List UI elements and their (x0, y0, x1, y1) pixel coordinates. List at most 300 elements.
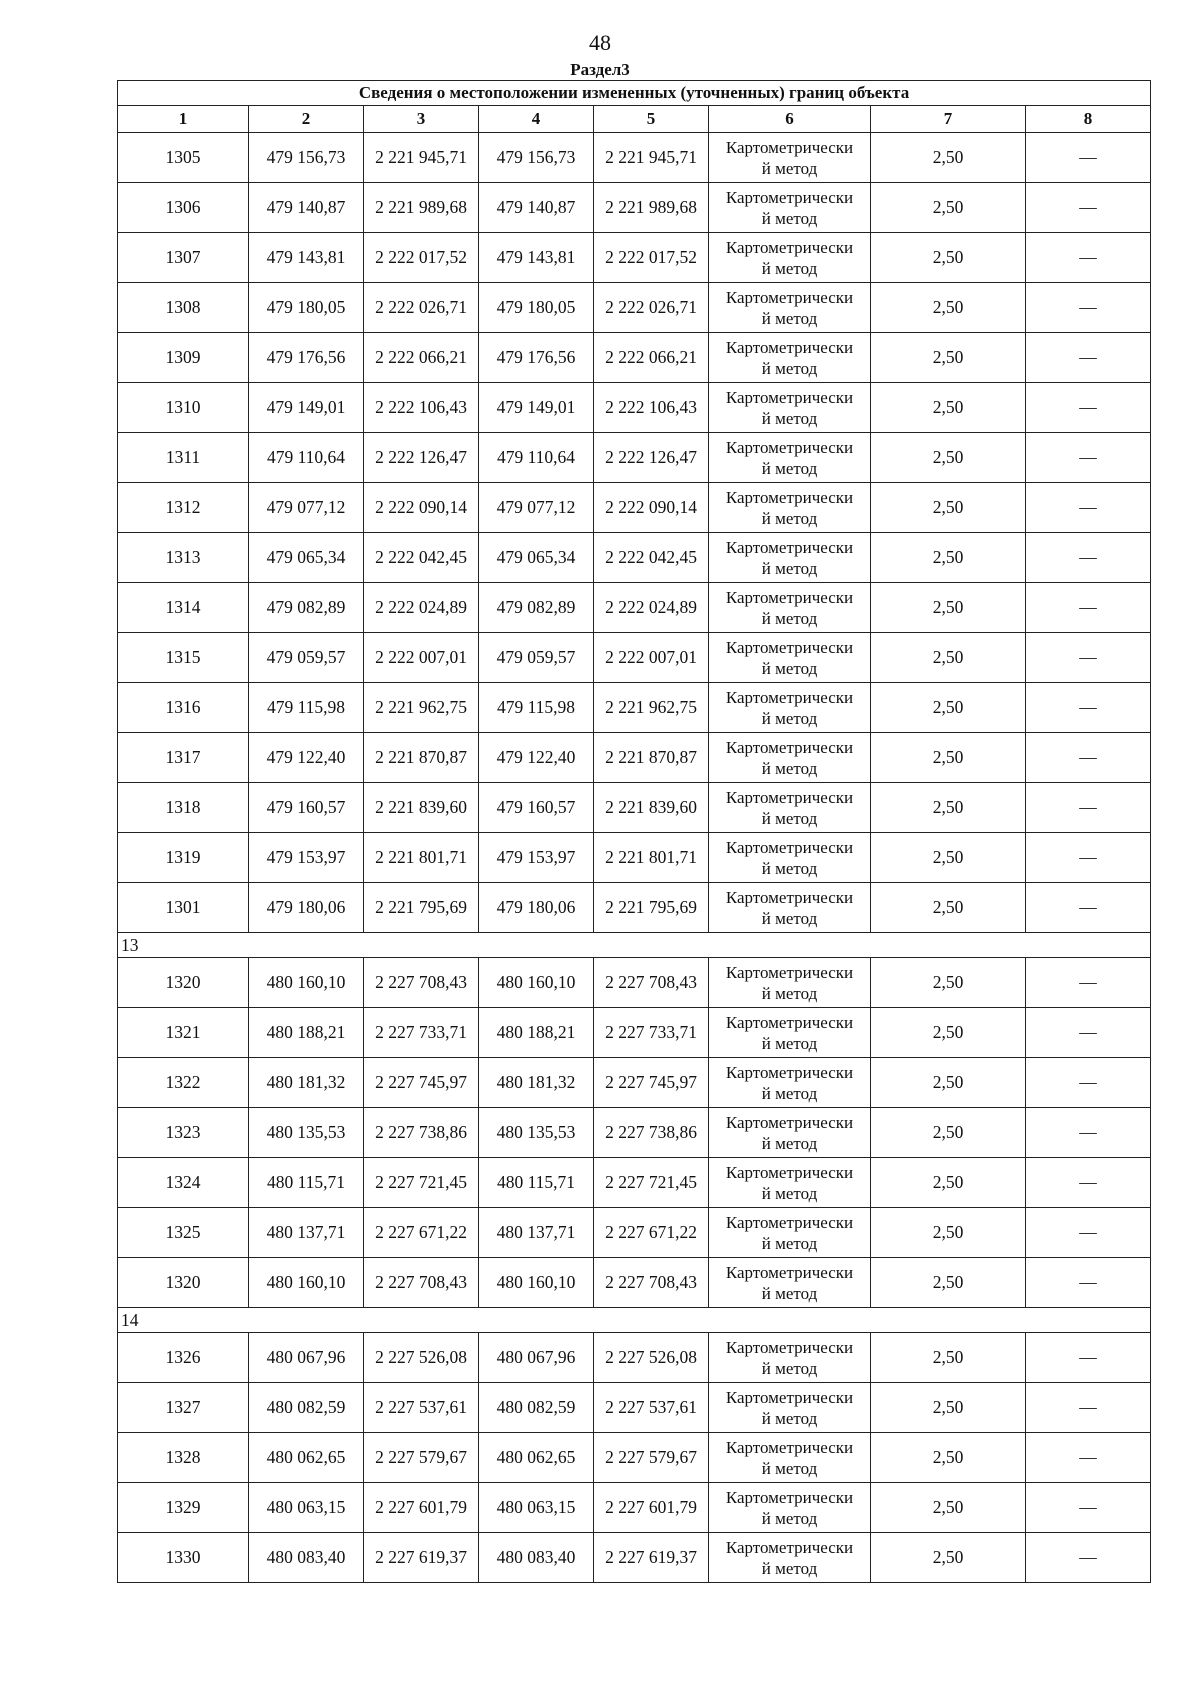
description-cell: — (1026, 383, 1151, 433)
method-text-line: й метод (761, 608, 818, 628)
header-col-4: 4 (479, 106, 594, 133)
y-existing-cell: 2 227 601,79 (364, 1483, 479, 1533)
x-existing-cell: 480 083,40 (249, 1533, 364, 1583)
method-text-line: Картометрически (725, 137, 854, 157)
point-number-cell: 1329 (118, 1483, 249, 1533)
accuracy-cell: 2,50 (871, 1383, 1026, 1433)
accuracy-cell: 2,50 (871, 1208, 1026, 1258)
method-text-line: й метод (761, 1083, 818, 1103)
x-new-cell: 480 063,15 (479, 1483, 594, 1533)
table-row (118, 683, 1151, 733)
method-text-line: й метод (761, 458, 818, 478)
method-cell (709, 883, 871, 933)
accuracy-cell: 2,50 (871, 583, 1026, 633)
accuracy-cell: 2,50 (871, 958, 1026, 1008)
y-new-cell: 2 222 126,47 (594, 433, 709, 483)
y-new-cell: 2 221 870,87 (594, 733, 709, 783)
point-number-cell: 1312 (118, 483, 249, 533)
y-new-cell: 2 222 066,21 (594, 333, 709, 383)
method-cell (709, 183, 871, 233)
header-col-5: 5 (594, 106, 709, 133)
y-existing-cell: 2 227 619,37 (364, 1533, 479, 1583)
accuracy-cell: 2,50 (871, 633, 1026, 683)
point-number-cell: 1308 (118, 283, 249, 333)
method-text-line: Картометрически (725, 1162, 854, 1182)
method-cell (709, 133, 871, 183)
method-cell (709, 433, 871, 483)
table-row (118, 958, 1151, 1008)
x-existing-cell: 480 082,59 (249, 1383, 364, 1433)
method-text-line: й метод (761, 858, 818, 878)
description-cell: — (1026, 433, 1151, 483)
method-cell (709, 1433, 871, 1483)
method-text-line: Картометрически (725, 1537, 854, 1557)
method-cell (709, 733, 871, 783)
method-text-line: Картометрически (725, 1012, 854, 1032)
y-new-cell: 2 222 090,14 (594, 483, 709, 533)
point-number-cell: 1301 (118, 883, 249, 933)
x-new-cell: 480 062,65 (479, 1433, 594, 1483)
method-text-line: й метод (761, 308, 818, 328)
method-text-line: й метод (761, 1558, 818, 1578)
group-row (118, 1308, 1151, 1333)
point-number-cell: 1321 (118, 1008, 249, 1058)
y-new-cell: 2 227 733,71 (594, 1008, 709, 1058)
accuracy-cell: 2,50 (871, 1058, 1026, 1108)
point-number-cell: 1323 (118, 1108, 249, 1158)
y-existing-cell: 2 221 801,71 (364, 833, 479, 883)
method-cell (709, 1208, 871, 1258)
method-text-line: й метод (761, 508, 818, 528)
x-new-cell: 479 180,05 (479, 283, 594, 333)
method-text-line: Картометрически (725, 837, 854, 857)
x-existing-cell: 480 067,96 (249, 1333, 364, 1383)
x-new-cell: 479 059,57 (479, 633, 594, 683)
method-text-line: Картометрически (725, 1337, 854, 1357)
y-existing-cell: 2 221 839,60 (364, 783, 479, 833)
description-cell: — (1026, 733, 1151, 783)
x-existing-cell: 479 149,01 (249, 383, 364, 433)
y-new-cell: 2 227 738,86 (594, 1108, 709, 1158)
y-existing-cell: 2 222 126,47 (364, 433, 479, 483)
point-number-cell: 1315 (118, 633, 249, 683)
method-text-line: й метод (761, 1133, 818, 1153)
table-row (118, 183, 1151, 233)
header-col-2: 2 (249, 106, 364, 133)
y-existing-cell: 2 222 017,52 (364, 233, 479, 283)
method-text-line: Картометрически (725, 1212, 854, 1232)
method-text-line: й метод (761, 1033, 818, 1053)
x-new-cell: 479 115,98 (479, 683, 594, 733)
y-new-cell: 2 227 671,22 (594, 1208, 709, 1258)
point-number-cell: 1316 (118, 683, 249, 733)
x-new-cell: 480 135,53 (479, 1108, 594, 1158)
x-existing-cell: 479 156,73 (249, 133, 364, 183)
y-new-cell: 2 227 708,43 (594, 1258, 709, 1308)
y-new-cell: 2 227 708,43 (594, 958, 709, 1008)
method-cell (709, 833, 871, 883)
table-row (118, 133, 1151, 183)
x-new-cell: 479 156,73 (479, 133, 594, 183)
method-cell (709, 283, 871, 333)
description-cell: — (1026, 283, 1151, 333)
table-row (118, 1483, 1151, 1533)
method-text-line: Картометрически (725, 337, 854, 357)
table-row (118, 1108, 1151, 1158)
method-text-line: й метод (761, 358, 818, 378)
y-new-cell: 2 222 017,52 (594, 233, 709, 283)
page-number: 48 (589, 30, 611, 55)
y-existing-cell: 2 221 989,68 (364, 183, 479, 233)
description-cell: — (1026, 633, 1151, 683)
y-existing-cell: 2 227 745,97 (364, 1058, 479, 1108)
method-cell (709, 1008, 871, 1058)
x-existing-cell: 479 180,06 (249, 883, 364, 933)
method-text-line: Картометрически (725, 962, 854, 982)
table-row (118, 783, 1151, 833)
y-new-cell: 2 221 945,71 (594, 133, 709, 183)
point-number-cell: 1322 (118, 1058, 249, 1108)
description-cell: — (1026, 1208, 1151, 1258)
y-new-cell: 2 221 801,71 (594, 833, 709, 883)
y-new-cell: 2 221 962,75 (594, 683, 709, 733)
y-existing-cell: 2 222 007,01 (364, 633, 479, 683)
method-text-line: й метод (761, 208, 818, 228)
accuracy-cell: 2,50 (871, 383, 1026, 433)
method-text-line: Картометрически (725, 637, 854, 657)
y-existing-cell: 2 221 795,69 (364, 883, 479, 933)
description-cell: — (1026, 1108, 1151, 1158)
y-existing-cell: 2 227 738,86 (364, 1108, 479, 1158)
x-existing-cell: 479 082,89 (249, 583, 364, 633)
description-cell: — (1026, 333, 1151, 383)
x-existing-cell: 480 062,65 (249, 1433, 364, 1483)
table-row (118, 1208, 1151, 1258)
method-cell (709, 633, 871, 683)
y-new-cell: 2 227 579,67 (594, 1433, 709, 1483)
description-cell: — (1026, 1058, 1151, 1108)
method-text-line: Картометрически (725, 737, 854, 757)
description-cell: — (1026, 1258, 1151, 1308)
header-col-1: 1 (118, 106, 249, 133)
table-row (118, 1258, 1151, 1308)
section-title: Раздел3 (570, 60, 630, 79)
table-row (118, 1058, 1151, 1108)
method-text-line: Картометрически (725, 437, 854, 457)
point-number-cell: 1328 (118, 1433, 249, 1483)
point-number-cell: 1318 (118, 783, 249, 833)
y-existing-cell: 2 222 106,43 (364, 383, 479, 433)
x-new-cell: 480 083,40 (479, 1533, 594, 1583)
method-text-line: й метод (761, 808, 818, 828)
point-number-cell: 1320 (118, 958, 249, 1008)
method-text-line: й метод (761, 158, 818, 178)
description-cell: — (1026, 883, 1151, 933)
table-row (118, 333, 1151, 383)
method-text-line: Картометрически (725, 1487, 854, 1507)
y-existing-cell: 2 227 526,08 (364, 1333, 479, 1383)
table-row (118, 733, 1151, 783)
accuracy-cell: 2,50 (871, 1533, 1026, 1583)
method-text-line: Картометрически (725, 537, 854, 557)
y-new-cell: 2 227 745,97 (594, 1058, 709, 1108)
y-new-cell: 2 221 839,60 (594, 783, 709, 833)
y-new-cell: 2 222 042,45 (594, 533, 709, 583)
y-new-cell: 2 222 007,01 (594, 633, 709, 683)
table-row (118, 1008, 1151, 1058)
accuracy-cell: 2,50 (871, 1108, 1026, 1158)
method-text-line: Картометрически (725, 237, 854, 257)
method-cell (709, 333, 871, 383)
method-text-line: Картометрически (725, 487, 854, 507)
y-new-cell: 2 222 024,89 (594, 583, 709, 633)
table-row (118, 1333, 1151, 1383)
y-existing-cell: 2 227 537,61 (364, 1383, 479, 1433)
table-header-row (118, 106, 1151, 133)
description-cell: — (1026, 533, 1151, 583)
x-new-cell: 479 110,64 (479, 433, 594, 483)
accuracy-cell: 2,50 (871, 1008, 1026, 1058)
x-new-cell: 479 143,81 (479, 233, 594, 283)
x-existing-cell: 479 110,64 (249, 433, 364, 483)
x-new-cell: 479 077,12 (479, 483, 594, 533)
x-new-cell: 480 181,32 (479, 1058, 594, 1108)
table-caption-row (118, 81, 1151, 106)
description-cell: — (1026, 833, 1151, 883)
x-new-cell: 480 115,71 (479, 1158, 594, 1208)
table-row (118, 383, 1151, 433)
method-text-line: й метод (761, 1358, 818, 1378)
y-existing-cell: 2 227 708,43 (364, 1258, 479, 1308)
y-new-cell: 2 227 601,79 (594, 1483, 709, 1533)
table-row (118, 1158, 1151, 1208)
description-cell: — (1026, 783, 1151, 833)
x-new-cell: 479 180,06 (479, 883, 594, 933)
method-text-line: Картометрически (725, 1387, 854, 1407)
description-cell: — (1026, 683, 1151, 733)
method-text-line: й метод (761, 1183, 818, 1203)
y-existing-cell: 2 227 721,45 (364, 1158, 479, 1208)
x-new-cell: 479 149,01 (479, 383, 594, 433)
method-cell (709, 783, 871, 833)
description-cell: — (1026, 233, 1151, 283)
method-text-line: Картометрически (725, 587, 854, 607)
table-body (118, 81, 1151, 1583)
description-cell: — (1026, 1008, 1151, 1058)
x-new-cell: 479 122,40 (479, 733, 594, 783)
method-text-line: Картометрически (725, 1112, 854, 1132)
point-number-cell: 1327 (118, 1383, 249, 1433)
method-text-line: Картометрически (725, 287, 854, 307)
method-cell (709, 1333, 871, 1383)
table-row (118, 883, 1151, 933)
table-row (118, 1533, 1151, 1583)
x-existing-cell: 480 160,10 (249, 1258, 364, 1308)
point-number-cell: 1326 (118, 1333, 249, 1383)
method-text-line: й метод (761, 708, 818, 728)
x-existing-cell: 479 153,97 (249, 833, 364, 883)
method-text-line: й метод (761, 1408, 818, 1428)
accuracy-cell: 2,50 (871, 733, 1026, 783)
point-number-cell: 1320 (118, 1258, 249, 1308)
x-existing-cell: 479 122,40 (249, 733, 364, 783)
accuracy-cell: 2,50 (871, 1483, 1026, 1533)
coordinates-table (117, 80, 1151, 1583)
method-text-line: Картометрически (725, 387, 854, 407)
x-new-cell: 479 065,34 (479, 533, 594, 583)
x-existing-cell: 479 077,12 (249, 483, 364, 533)
y-new-cell: 2 222 026,71 (594, 283, 709, 333)
x-new-cell: 480 160,10 (479, 958, 594, 1008)
table-row (118, 233, 1151, 283)
accuracy-cell: 2,50 (871, 183, 1026, 233)
table-row (118, 1383, 1151, 1433)
method-cell (709, 1108, 871, 1158)
method-text-line: Картометрически (725, 887, 854, 907)
description-cell: — (1026, 183, 1151, 233)
x-new-cell: 480 160,10 (479, 1258, 594, 1308)
description-cell: — (1026, 483, 1151, 533)
x-existing-cell: 480 160,10 (249, 958, 364, 1008)
method-text-line: й метод (761, 1508, 818, 1528)
x-existing-cell: 480 063,15 (249, 1483, 364, 1533)
point-number-cell: 1324 (118, 1158, 249, 1208)
point-number-cell: 1325 (118, 1208, 249, 1258)
y-existing-cell: 2 222 026,71 (364, 283, 479, 333)
accuracy-cell: 2,50 (871, 1433, 1026, 1483)
table-row (118, 483, 1151, 533)
group-label: 14 (118, 1308, 1151, 1333)
point-number-cell: 1310 (118, 383, 249, 433)
x-new-cell: 480 188,21 (479, 1008, 594, 1058)
x-new-cell: 479 176,56 (479, 333, 594, 383)
x-new-cell: 479 160,57 (479, 783, 594, 833)
x-existing-cell: 480 115,71 (249, 1158, 364, 1208)
table-row (118, 833, 1151, 883)
description-cell: — (1026, 1533, 1151, 1583)
accuracy-cell: 2,50 (871, 133, 1026, 183)
method-cell (709, 1258, 871, 1308)
point-number-cell: 1307 (118, 233, 249, 283)
accuracy-cell: 2,50 (871, 1333, 1026, 1383)
method-cell (709, 583, 871, 633)
x-existing-cell: 480 135,53 (249, 1108, 364, 1158)
accuracy-cell: 2,50 (871, 233, 1026, 283)
method-cell (709, 533, 871, 583)
y-existing-cell: 2 227 733,71 (364, 1008, 479, 1058)
x-new-cell: 480 137,71 (479, 1208, 594, 1258)
y-new-cell: 2 227 526,08 (594, 1333, 709, 1383)
method-cell (709, 483, 871, 533)
description-cell: — (1026, 583, 1151, 633)
method-cell (709, 958, 871, 1008)
x-existing-cell: 480 188,21 (249, 1008, 364, 1058)
accuracy-cell: 2,50 (871, 783, 1026, 833)
x-existing-cell: 480 137,71 (249, 1208, 364, 1258)
method-text-line: й метод (761, 983, 818, 1003)
table-caption: Сведения о местоположении измененных (уточненных) границ объекта (118, 81, 1151, 106)
method-text-line: й метод (761, 1458, 818, 1478)
y-existing-cell: 2 222 024,89 (364, 583, 479, 633)
description-cell: — (1026, 1158, 1151, 1208)
point-number-cell: 1306 (118, 183, 249, 233)
description-cell: — (1026, 133, 1151, 183)
point-number-cell: 1309 (118, 333, 249, 383)
x-existing-cell: 480 181,32 (249, 1058, 364, 1108)
y-new-cell: 2 221 795,69 (594, 883, 709, 933)
method-text-line: Картометрически (725, 687, 854, 707)
y-new-cell: 2 227 721,45 (594, 1158, 709, 1208)
description-cell: — (1026, 1333, 1151, 1383)
method-text-line: Картометрически (725, 187, 854, 207)
point-number-cell: 1311 (118, 433, 249, 483)
point-number-cell: 1305 (118, 133, 249, 183)
point-number-cell: 1317 (118, 733, 249, 783)
header-col-3: 3 (364, 106, 479, 133)
y-new-cell: 2 227 537,61 (594, 1383, 709, 1433)
y-existing-cell: 2 221 945,71 (364, 133, 479, 183)
x-existing-cell: 479 115,98 (249, 683, 364, 733)
accuracy-cell: 2,50 (871, 883, 1026, 933)
accuracy-cell: 2,50 (871, 683, 1026, 733)
x-existing-cell: 479 140,87 (249, 183, 364, 233)
point-number-cell: 1330 (118, 1533, 249, 1583)
y-existing-cell: 2 221 870,87 (364, 733, 479, 783)
y-existing-cell: 2 222 090,14 (364, 483, 479, 533)
point-number-cell: 1313 (118, 533, 249, 583)
method-text-line: Картометрически (725, 1437, 854, 1457)
method-cell (709, 1483, 871, 1533)
accuracy-cell: 2,50 (871, 483, 1026, 533)
y-new-cell: 2 227 619,37 (594, 1533, 709, 1583)
method-text-line: й метод (761, 558, 818, 578)
method-text-line: й метод (761, 1233, 818, 1253)
method-cell (709, 1383, 871, 1433)
point-number-cell: 1314 (118, 583, 249, 633)
table-row (118, 1433, 1151, 1483)
x-existing-cell: 479 180,05 (249, 283, 364, 333)
x-existing-cell: 479 176,56 (249, 333, 364, 383)
method-cell (709, 1533, 871, 1583)
description-cell: — (1026, 1483, 1151, 1533)
y-existing-cell: 2 222 066,21 (364, 333, 479, 383)
accuracy-cell: 2,50 (871, 533, 1026, 583)
accuracy-cell: 2,50 (871, 333, 1026, 383)
y-new-cell: 2 221 989,68 (594, 183, 709, 233)
x-new-cell: 479 153,97 (479, 833, 594, 883)
x-new-cell: 480 082,59 (479, 1383, 594, 1433)
y-existing-cell: 2 227 579,67 (364, 1433, 479, 1483)
method-text-line: Картометрически (725, 1062, 854, 1082)
y-existing-cell: 2 227 671,22 (364, 1208, 479, 1258)
header-col-7: 7 (871, 106, 1026, 133)
method-cell (709, 383, 871, 433)
accuracy-cell: 2,50 (871, 283, 1026, 333)
y-existing-cell: 2 227 708,43 (364, 958, 479, 1008)
method-cell (709, 1158, 871, 1208)
method-cell (709, 233, 871, 283)
method-text-line: й метод (761, 758, 818, 778)
method-text-line: й метод (761, 258, 818, 278)
method-text-line: й метод (761, 408, 818, 428)
header-col-8: 8 (1026, 106, 1151, 133)
method-cell (709, 683, 871, 733)
table-row (118, 533, 1151, 583)
y-new-cell: 2 222 106,43 (594, 383, 709, 433)
table-row (118, 583, 1151, 633)
accuracy-cell: 2,50 (871, 1258, 1026, 1308)
method-text-line: й метод (761, 658, 818, 678)
